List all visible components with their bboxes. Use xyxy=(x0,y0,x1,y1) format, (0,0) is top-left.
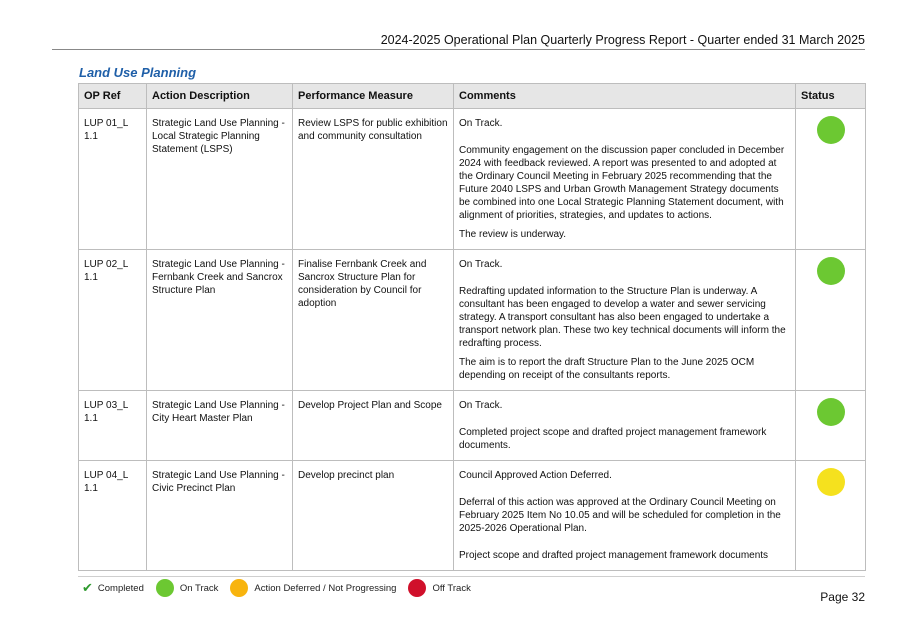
legend-label: On Track xyxy=(179,582,219,594)
comment-paragraph: The review is underway. xyxy=(459,229,567,240)
legend-label: Completed xyxy=(97,582,144,594)
red-circle-icon xyxy=(408,579,426,597)
performance-measure-cell: Develop Project Plan and Scope xyxy=(293,391,454,461)
comment-paragraph: On Track. xyxy=(459,400,503,411)
section-title: Land Use Planning xyxy=(79,65,197,80)
legend-item-on-track xyxy=(156,579,219,597)
comment-paragraph: Project scope and drafted project management framework documents xyxy=(459,550,769,561)
status-legend xyxy=(82,578,483,598)
op-ref-cell: LUP 02_L 1.1 xyxy=(79,250,147,391)
op-ref-cell: LUP 04_L 1.1 xyxy=(79,461,147,571)
status-on-track-icon xyxy=(817,116,845,144)
report-header-title: 2024-2025 Operational Plan Quarterly Progress Report - Quarter ended 31 March 2025 xyxy=(380,33,865,47)
page-number: Page 32 xyxy=(820,590,865,604)
op-ref-cell: LUP 01_L 1.1 xyxy=(79,109,147,250)
column-header-status: Status xyxy=(796,84,866,109)
table-row xyxy=(79,461,866,571)
table-row xyxy=(79,109,866,250)
legend-label: Off Track xyxy=(432,582,471,594)
performance-measure-cell: Review LSPS for public exhibition and community consultation xyxy=(293,109,454,250)
action-description-cell: Strategic Land Use Planning - Fernbank Creek and Sancrox Structure Plan xyxy=(147,250,293,391)
comment-paragraph: Completed project scope and drafted project management framework documents. xyxy=(459,427,767,451)
status-cell xyxy=(796,391,866,461)
status-cell xyxy=(796,461,866,571)
legend-item-deferred xyxy=(230,579,396,597)
comment-paragraph: The aim is to report the draft Structure Plan to the June 2025 OCM depending on receipt of the consultants reports. xyxy=(459,357,755,381)
comments-cell xyxy=(454,461,796,571)
operational-plan-table xyxy=(78,83,866,571)
action-description-cell: Strategic Land Use Planning - Local Strategic Planning Statement (LSPS) xyxy=(147,109,293,250)
status-on-track-icon xyxy=(817,257,845,285)
status-cell xyxy=(796,109,866,250)
table-row xyxy=(79,250,866,391)
action-description-cell: Strategic Land Use Planning - City Heart Master Plan xyxy=(147,391,293,461)
green-circle-icon xyxy=(156,579,174,597)
column-header-performance-measure: Performance Measure xyxy=(293,84,454,109)
table-header-row xyxy=(79,84,866,109)
footer-divider xyxy=(78,576,865,577)
performance-measure-cell: Finalise Fernbank Creek and Sancrox Structure Plan for consideration by Council for adoption xyxy=(293,250,454,391)
column-header-op-ref: OP Ref xyxy=(79,84,147,109)
comment-paragraph: Deferral of this action was approved at the Ordinary Council Meeting on February 2025 Item No 10.05 and will be scheduled for completion in the 2025-2026 Operational Plan. xyxy=(459,497,781,534)
column-header-action-description: Action Description xyxy=(147,84,293,109)
op-ref-cell: LUP 03_L 1.1 xyxy=(79,391,147,461)
header-divider xyxy=(52,49,865,50)
legend-item-off-track xyxy=(408,579,470,597)
status-cell xyxy=(796,250,866,391)
comment-paragraph: On Track. xyxy=(459,118,503,129)
comment-paragraph: On Track. xyxy=(459,259,503,270)
legend-label: Action Deferred / Not Progressing xyxy=(254,582,397,594)
status-deferred-icon xyxy=(817,468,845,496)
column-header-comments: Comments xyxy=(454,84,796,109)
table-row xyxy=(79,391,866,461)
orange-circle-icon xyxy=(230,579,248,597)
comment-paragraph: Community engagement on the discussion paper concluded in December 2024 with feedback reviewed. A report was presented to and adopted at the Ordinary Council Meeting in February 2025 recommending that the Future 2040 LSPS and Urban Growth Management Strategy documents be combined into one Local Strategic Planning Statement document, with alignment of priorities, strategies, and updates to actions. xyxy=(459,145,785,221)
comment-paragraph: Council Approved Action Deferred. xyxy=(459,470,612,481)
action-description-cell: Strategic Land Use Planning - Civic Precinct Plan xyxy=(147,461,293,571)
comments-cell xyxy=(454,391,796,461)
legend-item-completed xyxy=(82,580,144,596)
comment-paragraph: Redrafting updated information to the Structure Plan is underway. A consultant has been engaged to develop a water and sewer servicing strategy. A transport consultant has also been engaged to undertake a transport network plan. These two key technical documents will inform the redrafting process. xyxy=(459,286,786,349)
performance-measure-cell: Develop precinct plan xyxy=(293,461,454,571)
comments-cell xyxy=(454,250,796,391)
comments-cell xyxy=(454,109,796,250)
status-on-track-icon xyxy=(817,398,845,426)
checkmark-icon: ✔ xyxy=(82,580,93,595)
